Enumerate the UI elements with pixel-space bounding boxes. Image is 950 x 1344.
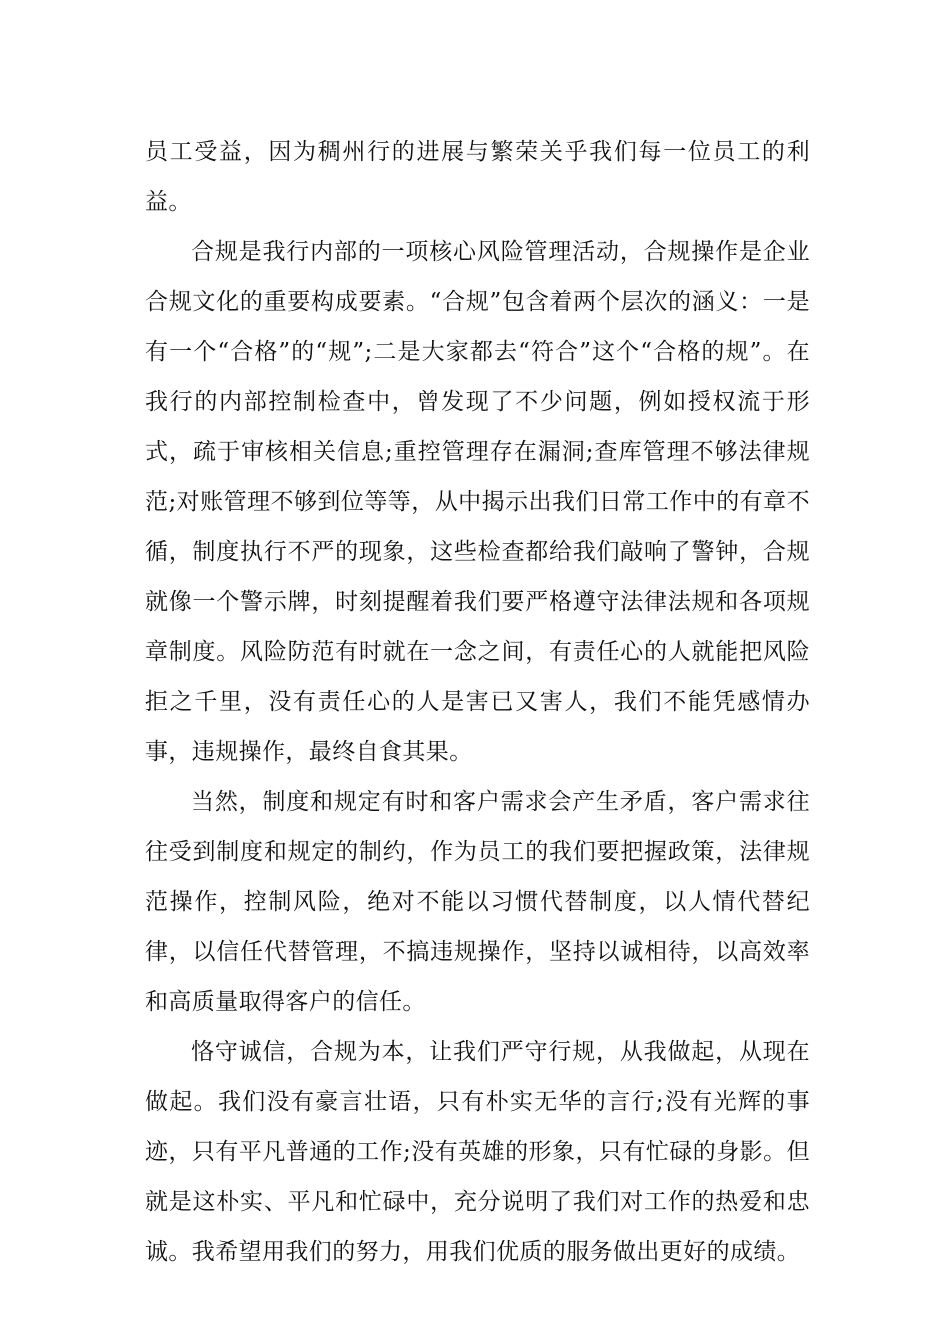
document-body: [145, 127, 810, 1277]
paragraph-compliance: 合规是我行内部的一项核心风险管理活动，合规操作是企业合规文化的重要构成要素。“合规”包含着两个层次的涵义：一是有一个“合格”的“规”;二是大家都去“符合”这个“合格的规”。在我行的内部控制检查中，曾发现了不少问题，例如授权流于形式，疏于审核相关信息;重控管理存在漏洞;查库管理不够法律规范;对账管理不够到位等等，从中揭示出我们日常工作中的有章不循，制度执行不严的现象，这些检查都给我们敲响了警钟，合规就像一个警示牌，时刻提醒着我们要严格遵守法律法规和各项规章制度。风险防范有时就在一念之间，有责任心的人就能把风险拒之千里，没有责任心的人是害已又害人，我们不能凭感情办事，违规操作，最终自食其果。: [145, 239, 810, 765]
paragraph-customer-needs: 当然，制度和规定有时和客户需求会产生矛盾，客户需求往往受到制度和规定的制约，作为员工的我们要把握政策，法律规范操作，控制风险，绝对不能以习惯代替制度，以人情代替纪律，以信任代替管理，不搞违规操作，坚持以诚相待，以高效率和高质量取得客户的信任。: [145, 789, 810, 1015]
paragraph-integrity: 恪守诚信，合规为本，让我们严守行规，从我做起，从现在做起。我们没有豪言壮语，只有朴实无华的言行;没有光辉的事迹，只有平凡普通的工作;没有英雄的形象，只有忙碌的身影。但就是这朴实、平凡和忙碌中，充分说明了我们对工作的热爱和忠诚。我希望用我们的努力，用我们优质的服务做出更好的成绩。: [145, 1039, 810, 1265]
paragraph-continuation: 员工受益，因为稠州行的进展与繁荣关乎我们每一位员工的利益。: [145, 139, 810, 215]
